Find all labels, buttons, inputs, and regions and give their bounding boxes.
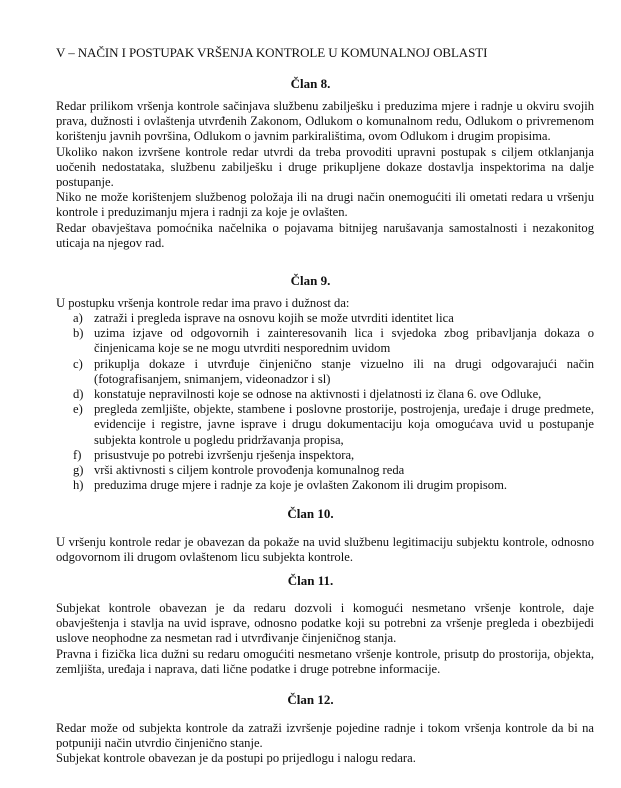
article-8-paragraph-1: Redar prilikom vršenja kontrole sačinjava službenu zabilješku i preduzima mjere i radnje u okviru svojih prava, dužnosti i ovlaštenja utvrđenih Zakonom, Odlukom o komunalnom redu, Odlukom o privremenom korištenju javnih površina, Odlukom o javnim parkiralištima, ovom Odlukom i drugim propisima. [56, 99, 594, 144]
article-9-title: Član 9. [290, 273, 331, 288]
list-item: h) preduzima druge mjere i radnje za koje je ovlašten Zakonom ili drugim propisom. [73, 478, 508, 493]
list-item: a) zatraži i pregleda isprave na osnovu kojih se može utvrditi identitet lica [73, 311, 454, 325]
list-item: g) vrši aktivnosti s ciljem kontrole provođenja komunalnog reda [73, 463, 405, 478]
article-11-title: Član 11. [287, 573, 334, 588]
list-item: b) uzima izjave od odgovornih i zainteresovanih lica i svjedoka zbog pribavljanja dokaza o činjenicama koje se ne mogu utvrditi nesporednim uvidom [73, 326, 594, 356]
article-10-paragraph-1: U vršenju kontrole redar je obavezan da pokaže na uvid službenu legitimaciju subjektu kontrole, odnosno odgovornom ili drugom ovlaštenom licu subjekta kontrole. [56, 535, 594, 565]
list-item: f) prisustvuje po potrebi izvršenju rješenja inspektora, [73, 447, 355, 462]
section-title: V – NAČIN I POSTUPAK VRŠENJA KONTROLE U KOMUNALNOJ OBLASTI [56, 45, 488, 60]
article-10-body [56, 535, 594, 565]
article-8-paragraph-4: Redar obavještava pomoćnika načelnika o pojavama bitnijeg narušavanja samostalnosti i nezakonitog uticaja na njegov rad. [56, 220, 594, 250]
article-8-body [56, 99, 594, 251]
list-item: d) konstatuje nepravilnosti koje se odnose na aktivnosti i djelatnosti iz člana 6. ove Odluke, [73, 387, 542, 402]
article-9-intro: U postupku vršenja kontrole redar ima pravo i dužnost da: [56, 296, 350, 310]
article-11-paragraph-2: Pravna i fizička lica dužni su redaru omogućiti nesmetano vršenje kontrole, prisutp do prostorija, objekta, zemljišta, uređaja i naprava, dati lične podatke i druge potrebne informacije. [56, 646, 594, 676]
article-12-title: Član 12. [287, 692, 334, 707]
article-12-paragraph-1: Redar može od subjekta kontrole da zatraži izvršenje pojedine radnje i tokom vršenja kontrole da bi na potpuniji način utvrdio činjenično stanje. [56, 721, 594, 751]
article-12-body [56, 721, 594, 767]
article-9-list [56, 311, 594, 493]
article-11-paragraph-1: Subjekat kontrole obavezan je da redaru dozvoli i komogući nesmetano vršenje kontrole, daje obavještenja i stavlja na uvid isprave, odnosno podatke koji su potrebni za vršenje pregleda i obezbijedi uslove neophodne za nesmetan rad i utvrđivanje činjeničnog stanja. [56, 601, 594, 646]
article-11-body [56, 601, 594, 677]
article-8-paragraph-2: Ukoliko nakon izvršene kontrole redar utvrdi da treba provoditi upravni postupak s ciljem otklanjanja uočenih nedostataka, službenu zabilješku i druge prikupljene dokaze dostavlja inspektorima na dalje postupanje. [56, 144, 594, 190]
article-8-title: Član 8. [290, 76, 331, 91]
article-8-paragraph-3: Niko ne može korištenjem službenog položaja ili na drugi način onemogućiti ili ometati redara u vršenju kontrole i preduzimanju mjera i radnji za koje je ovlašten. [56, 190, 594, 220]
article-12-paragraph-2: Subjekat kontrole obavezan je da postupi po prijedlogu i nalogu redara. [56, 751, 416, 766]
list-item: c) prikuplja dokaze i utvrđuje činjenično stanje vizuelno ili na drugi odgovarajući način (fotografisanjem, snimanjem, videonadzor i sl) [73, 356, 594, 386]
article-10-title: Član 10. [287, 506, 334, 521]
list-item: e) pregleda zemljište, objekte, stambene i poslovne prostorije, postrojenja, uređaje i druge predmete, evidencije i registre, javne isprave i drugu dokumentaciju koja omogućava uvid u postupanje subjekta kontrole u pogledu pridržavanja propisa, [73, 402, 594, 447]
